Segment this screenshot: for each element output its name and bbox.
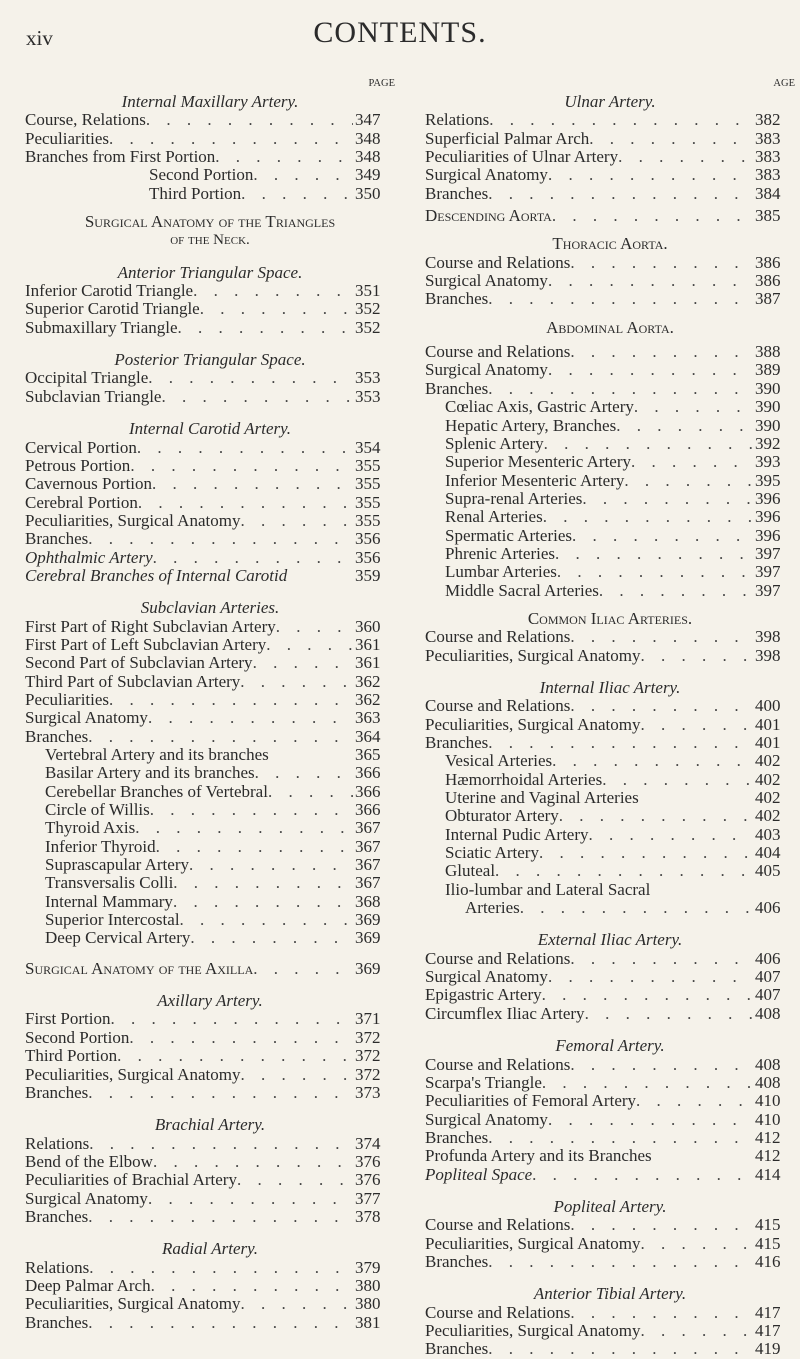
toc-entry: Branches . . . 373 xyxy=(25,1084,395,1102)
section-heading: Brachial Artery. xyxy=(154,1115,266,1135)
toc-entry: Inferior Mesenteric Artery . . . 395 xyxy=(425,472,795,490)
toc-entry: Profunda Artery and its Branches 412 xyxy=(425,1146,781,1166)
toc-entry: Third Portion . . . 372 xyxy=(25,1047,395,1065)
toc-entry: Peculiarities of Brachial Artery . . . 376 xyxy=(25,1171,395,1189)
toc-entry: Thyroid Axis . . . 367 xyxy=(25,819,395,837)
toc-entry: Supra-renal Arteries . . . 396 xyxy=(425,490,795,508)
toc-entry: Course, Relations . . . 347 xyxy=(25,111,395,129)
right-column xyxy=(425,78,795,1359)
toc-entry: Peculiarities, Surgical Anatomy . . . 380 xyxy=(25,1295,395,1313)
toc-entry: Course and Relations . . . 417 xyxy=(425,1304,795,1322)
toc-entry: Transversalis Colli . . . 367 xyxy=(25,874,395,892)
section-heading: Internal Carotid Artery. xyxy=(129,419,291,439)
toc-entry: Peculiarities of Ulnar Artery . . . 383 xyxy=(425,148,795,166)
toc-entry: Lumbar Arteries . . . 397 xyxy=(425,563,795,581)
toc-entry: Peculiarities, Surgical Anatomy . . . 401 xyxy=(425,716,795,734)
toc-entry: Bend of the Elbow . . . 376 xyxy=(25,1153,395,1171)
toc-entry: Peculiarities, Surgical Anatomy . . . 415 xyxy=(425,1235,795,1253)
toc-entry: Arteries . . . 406 xyxy=(425,899,795,917)
section-heading: Abdominal Aorta. xyxy=(546,317,674,337)
page-number: xiv xyxy=(26,26,53,50)
toc-entry: Branches . . . 419 xyxy=(425,1340,795,1358)
toc-entry: Course and Relations . . . 400 xyxy=(425,697,795,715)
toc-entry: Phrenic Arteries . . . 397 xyxy=(425,545,795,563)
toc-entry: Peculiarities, Surgical Anatomy . . . 372 xyxy=(25,1066,395,1084)
toc-entry: Branches . . . 381 xyxy=(25,1314,395,1332)
toc-entry: Second Portion . . . 349 xyxy=(25,166,395,184)
toc-entry: First Part of Left Subclavian Artery . . . 361 xyxy=(25,636,395,654)
toc-entry: Occipital Triangle . . . 353 xyxy=(25,369,395,387)
section-heading: Femoral Artery. xyxy=(555,1036,665,1056)
toc-entry: Branches . . . 384 xyxy=(425,185,795,203)
toc-entry: Peculiarities . . . 362 xyxy=(25,691,395,709)
toc-entry: Surgical Anatomy . . . 386 xyxy=(425,272,795,290)
toc-entry: Branches . . . 416 xyxy=(425,1253,795,1271)
toc-entry: Cerebral Branches of Internal Carotid 359 xyxy=(25,565,381,585)
section-heading: Thoracic Aorta. xyxy=(552,234,668,254)
toc-entry: Peculiarities . . . 348 xyxy=(25,130,395,148)
toc-entry: Branches . . . 364 xyxy=(25,728,395,746)
toc-entry: Ilio-lumbar and Lateral Sacral xyxy=(445,879,651,899)
toc-entry: Branches . . . 356 xyxy=(25,530,395,548)
section-heading: Popliteal Artery. xyxy=(553,1196,667,1216)
toc-entry: Hepatic Artery, Branches . . . 390 xyxy=(425,417,795,435)
toc-entry: Hæmorrhoidal Arteries . . . 402 xyxy=(425,771,795,789)
toc-entry: Relations . . . 379 xyxy=(25,1259,395,1277)
toc-entry: Cerebellar Branches of Vertebral . . . 366 xyxy=(25,783,395,801)
toc-entry: Cervical Portion . . . 354 xyxy=(25,439,395,457)
toc-entry: Suprascapular Artery . . . 367 xyxy=(25,856,395,874)
left-column xyxy=(25,78,395,1332)
toc-entry: Branches . . . 390 xyxy=(425,380,795,398)
toc-entry: Branches from First Portion . . . 348 xyxy=(25,148,395,166)
toc-entry: Surgical Anatomy of the Axilla . . . 369 xyxy=(25,960,395,978)
toc-entry: Surgical Anatomy . . . 363 xyxy=(25,709,395,727)
toc-entry: Splenic Artery . . . 392 xyxy=(425,435,795,453)
section-heading: Anterior Tibial Artery. xyxy=(533,1284,687,1304)
toc-entry: Subclavian Triangle . . . 353 xyxy=(25,388,395,406)
toc-entry: Course and Relations . . . 398 xyxy=(425,628,795,646)
toc-entry: Peculiarities of Femoral Artery . . . 410 xyxy=(425,1092,795,1110)
toc-entry: Superficial Palmar Arch . . . 383 xyxy=(425,130,795,148)
toc-entry: Surgical Anatomy . . . 377 xyxy=(25,1190,395,1208)
toc-entry: Renal Arteries . . . 396 xyxy=(425,508,795,526)
section-heading: Internal Maxillary Artery. xyxy=(121,92,299,111)
section-heading: Common Iliac Arteries. xyxy=(527,608,693,628)
toc-entry: Branches . . . 387 xyxy=(425,290,795,308)
toc-entry: Petrous Portion . . . 355 xyxy=(25,457,395,475)
toc-entry: Relations . . . 382 xyxy=(425,111,795,129)
section-heading: Ulnar Artery. xyxy=(564,92,656,111)
section-heading: Internal Iliac Artery. xyxy=(539,677,681,697)
toc-entry: Popliteal Space . . . 414 xyxy=(425,1166,795,1184)
toc-entry: Sciatic Artery . . . 404 xyxy=(425,844,795,862)
section-heading-cont: of the Neck. xyxy=(170,232,250,249)
toc-entry: Uterine and Vaginal Arteries 402 xyxy=(445,788,781,808)
toc-entry: Epigastric Artery . . . 407 xyxy=(425,986,795,1004)
toc-entry: Basilar Artery and its branches . . . 366 xyxy=(25,764,395,782)
toc-entry: Course and Relations . . . 406 xyxy=(425,950,795,968)
toc-entry: Peculiarities, Surgical Anatomy . . . 417 xyxy=(425,1322,795,1340)
toc-entry: Peculiarities, Surgical Anatomy . . . 398 xyxy=(425,647,795,665)
page-column-heading: PAGE xyxy=(368,78,395,89)
toc-entry: Obturator Artery . . . 402 xyxy=(425,807,795,825)
toc-entry: Second Part of Subclavian Artery . . . 361 xyxy=(25,654,395,672)
toc-entry: Surgical Anatomy . . . 389 xyxy=(425,361,795,379)
toc-entry: Branches . . . 378 xyxy=(25,1208,395,1226)
section-heading: Axillary Artery. xyxy=(157,991,263,1011)
section-heading: Posterior Triangular Space. xyxy=(114,350,306,370)
page-header xyxy=(0,14,800,58)
toc-entry: Branches . . . 412 xyxy=(425,1129,795,1147)
toc-entry: Deep Cervical Artery . . . 369 xyxy=(25,929,395,947)
section-heading: Anterior Triangular Space. xyxy=(117,262,303,282)
toc-entry: First Part of Right Subclavian Artery . . . 360 xyxy=(25,618,395,636)
toc-entry: Course and Relations . . . 408 xyxy=(425,1056,795,1074)
toc-entry: Gluteal . . . 405 xyxy=(425,862,795,880)
toc-entry: Course and Relations . . . 386 xyxy=(425,254,795,272)
toc-entry: Surgical Anatomy . . . 407 xyxy=(425,968,795,986)
toc-entry: Third Part of Subclavian Artery . . . 362 xyxy=(25,673,395,691)
section-heading: Radial Artery. xyxy=(161,1239,258,1259)
toc-entry: First Portion . . . 371 xyxy=(25,1010,395,1028)
toc-entry: Circle of Willis . . . 366 xyxy=(25,801,395,819)
toc-entry: Middle Sacral Arteries . . . 397 xyxy=(425,582,795,600)
toc-entry: Surgical Anatomy . . . 383 xyxy=(425,166,795,184)
toc-entry: Circumflex Iliac Artery . . . 408 xyxy=(425,1005,795,1023)
toc-entry: Scarpa's Triangle . . . 408 xyxy=(425,1074,795,1092)
toc-entry: Inferior Thyroid . . . 367 xyxy=(25,838,395,856)
section-heading: Subclavian Arteries. xyxy=(140,598,280,618)
toc-entry: Internal Mammary . . . 368 xyxy=(25,893,395,911)
page-title: CONTENTS. xyxy=(313,16,487,49)
toc-entry: Internal Pudic Artery . . . 403 xyxy=(425,826,795,844)
toc-entry: Relations . . . 374 xyxy=(25,1135,395,1153)
toc-entry: Spermatic Arteries . . . 396 xyxy=(425,527,795,545)
page-column-heading: AGE xyxy=(773,78,795,89)
toc-entry: Course and Relations . . . 388 xyxy=(425,343,795,361)
toc-entry: Deep Palmar Arch . . . 380 xyxy=(25,1277,395,1295)
toc-entry: Branches . . . 401 xyxy=(425,734,795,752)
toc-entry: Surgical Anatomy . . . 410 xyxy=(425,1111,795,1129)
toc-entry: Submaxillary Triangle . . . 352 xyxy=(25,319,395,337)
toc-entry: Cerebral Portion . . . 355 xyxy=(25,494,395,512)
toc-entry: Superior Carotid Triangle . . . 352 xyxy=(25,300,395,318)
toc-entry: Superior Intercostal . . . 369 xyxy=(25,911,395,929)
toc-entry: Vesical Arteries . . . 402 xyxy=(425,752,795,770)
section-heading: External Iliac Artery. xyxy=(537,930,683,950)
toc-entry: Ophthalmic Artery . . . 356 xyxy=(25,549,395,567)
toc-entry: Cavernous Portion . . . 355 xyxy=(25,475,395,493)
toc-entry: Descending Aorta . . . 385 xyxy=(425,207,795,225)
toc-entry: Superior Mesenteric Artery . . . 393 xyxy=(425,453,795,471)
toc-entry: Third Portion . . . 350 xyxy=(25,185,395,203)
toc-entry: Second Portion . . . 372 xyxy=(25,1029,395,1047)
toc-entry: Inferior Carotid Triangle . . . 351 xyxy=(25,282,395,300)
toc-entry: Peculiarities, Surgical Anatomy . . . 355 xyxy=(25,512,395,530)
section-heading: Surgical Anatomy of the Triangles xyxy=(84,212,336,232)
toc-entry: Vertebral Artery and its branches 365 xyxy=(45,745,381,764)
toc-entry: Course and Relations . . . 415 xyxy=(425,1216,795,1234)
toc-entry: Cœliac Axis, Gastric Artery . . . 390 xyxy=(425,398,795,416)
